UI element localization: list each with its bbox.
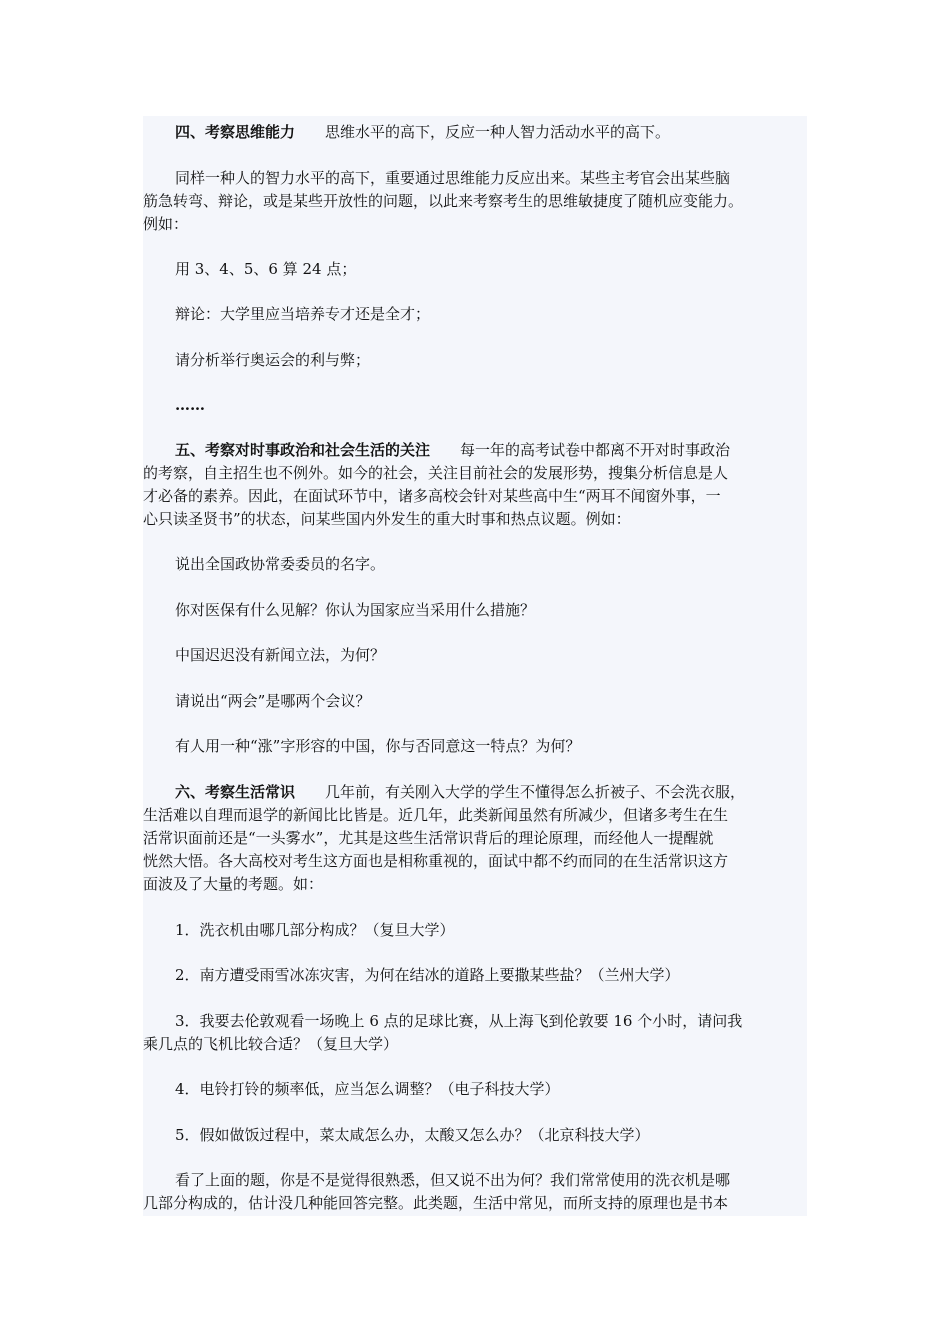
- section-4-ellipsis: ……: [175, 396, 205, 414]
- section-5-intro: [175, 440, 730, 460]
- document-body: [143, 116, 807, 1216]
- section-5-question-2: 你对医保有什么见解？你认为国家应当采用什么措施？: [175, 601, 536, 619]
- section-6-question-2: 2．南方遭受雨雪冰冻灾害，为何在结冰的道路上要撒某些盐？（兰州大学）: [175, 966, 680, 984]
- section-5-line-4: 心只读圣贤书”的状态，问某些国内外发生的重大时事和热点议题。例如：: [143, 510, 631, 528]
- section-6-question-4: 4．电铃打铃的频率低，应当怎么调整？（电子科技大学）: [175, 1080, 560, 1098]
- section-4-para-line-2: 筋急转弯、辩论，或是某些开放性的问题，以此来考察考生的思维敏捷度了随机应变能力。: [143, 192, 744, 210]
- section-6-question-3-line-1: 3．我要去伦敦观看一场晚上 6 点的足球比赛，从上海飞到伦敦要 16 个小时，请问我: [175, 1012, 743, 1030]
- section-5-line-3: 才必备的素养。因此，在面试环节中，诸多高校会针对某些高中生“两耳不闻窗外事，一: [143, 487, 721, 505]
- section-4-example-3: 请分析举行奥运会的利与弊；: [175, 351, 371, 369]
- section-6-heading: 六、考察生活常识: [175, 783, 296, 801]
- section-6-line-1: 几年前，有关刚入大学的学生不懂得怎么折被子、不会洗衣服，: [325, 783, 746, 801]
- section-5-question-1: 说出全国政协常委委员的名字。: [175, 555, 386, 573]
- section-6-question-3-line-2: 乘几点的飞机比较合适？（复旦大学）: [143, 1035, 399, 1053]
- section-5-question-4: 请说出“两会”是哪两个会议？: [175, 692, 371, 710]
- section-6-question-5: 5．假如做饭过程中，菜太咸怎么办，太酸又怎么办？（北京科技大学）: [175, 1126, 650, 1144]
- section-5-line-2: 的考察，自主招生也不例外。如今的社会，关注目前社会的发展形势，搜集分析信息是人: [143, 464, 729, 482]
- section-4-heading: 四、考察思维能力: [175, 123, 296, 141]
- section-4-intro: [175, 122, 670, 142]
- section-4-line-1: 思维水平的高下，反应一种人智力活动水平的高下。: [325, 123, 671, 141]
- closing-para-line-2: 几部分构成的，估计没几种能回答完整。此类题，生活中常见，而所支持的原理也是书本: [143, 1194, 729, 1212]
- closing-para-line-1: 看了上面的题，你是不是觉得很熟悉，但又说不出为何？我们常常使用的洗衣机是哪: [175, 1171, 731, 1189]
- section-6-line-5: 面波及了大量的考题。如：: [143, 875, 324, 893]
- section-6-question-1: 1．洗衣机由哪几部分构成？（复旦大学）: [175, 921, 455, 939]
- section-4-para-line-3: 例如：: [143, 215, 189, 233]
- section-6-intro: [175, 782, 745, 802]
- section-5-line-1: 每一年的高考试卷中都离不开对时事政治: [460, 441, 731, 459]
- section-6-line-4: 恍然大悟。各大高校对考生这方面也是相称重视的，面试中都不约而同的在生活常识这方: [143, 852, 729, 870]
- section-6-line-2: 生活难以自理而退学的新闻比比皆是。近几年，此类新闻虽然有所减少，但诸多考生在生: [143, 806, 729, 824]
- section-4-para-line-1: 同样一种人的智力水平的高下，重要通过思维能力反应出来。某些主考官会出某些脑: [175, 169, 731, 187]
- section-5-question-5: 有人用一种“涨”字形容的中国，你与否同意这一特点？为何？: [175, 737, 581, 755]
- section-4-example-2: 辩论：大学里应当培养专才还是全才；: [175, 305, 431, 323]
- section-4-example-1: 用 3、4、5、6 算 24 点；: [175, 260, 357, 278]
- section-5-question-3: 中国迟迟没有新闻立法，为何？: [175, 646, 386, 664]
- section-5-heading: 五、考察对时事政治和社会生活的关注: [175, 441, 431, 459]
- section-6-line-3: 活常识面前还是“一头雾水”，尤其是这些生活常识背后的理论原理，而经他人一提醒就: [143, 829, 714, 847]
